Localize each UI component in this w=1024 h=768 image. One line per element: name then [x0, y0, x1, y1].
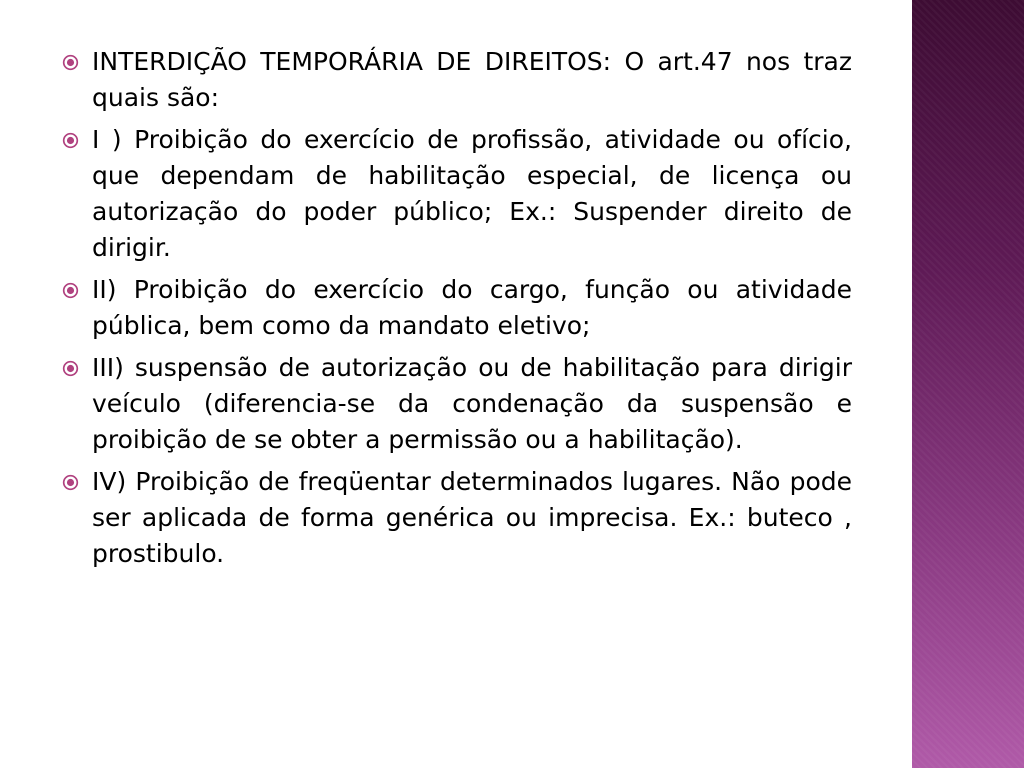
bullet-list: [62, 44, 852, 572]
decorative-side-band: [912, 0, 1024, 768]
circled-dot-icon: [62, 474, 79, 491]
bullet-item-iii: [62, 350, 852, 458]
circled-dot-icon: [62, 282, 79, 299]
bullet-item-i: [62, 122, 852, 266]
bullet-text: INTERDIÇÃO TEMPORÁRIA DE DIREITOS: O art.47 nos traz quais são:: [92, 47, 852, 112]
bullet-item-ii: [62, 272, 852, 344]
slide-content: [62, 44, 852, 578]
circled-dot-icon: [62, 54, 79, 71]
bullet-item-intro: [62, 44, 852, 116]
bullet-text: IV) Proibição de freqüentar determinados lugares. Não pode ser aplicada de forma genérica ou imprecisa. Ex.: buteco , prostibulo.: [92, 467, 852, 568]
bullet-text: I ) Proibição do exercício de profissão, atividade ou ofício, que dependam de habilitação especial, de licença ou autorização do poder público; Ex.: Suspender direito de dirigir.: [92, 125, 852, 262]
circled-dot-icon: [62, 360, 79, 377]
bullet-text: III) suspensão de autorização ou de habilitação para dirigir veículo (diferencia-se da condenação da suspensão e proibição de se obter a permissão ou a habilitação).: [92, 353, 852, 454]
circled-dot-icon: [62, 132, 79, 149]
bullet-text: II) Proibição do exercício do cargo, função ou atividade pública, bem como da mandato eletivo;: [92, 275, 852, 340]
bullet-item-iv: [62, 464, 852, 572]
